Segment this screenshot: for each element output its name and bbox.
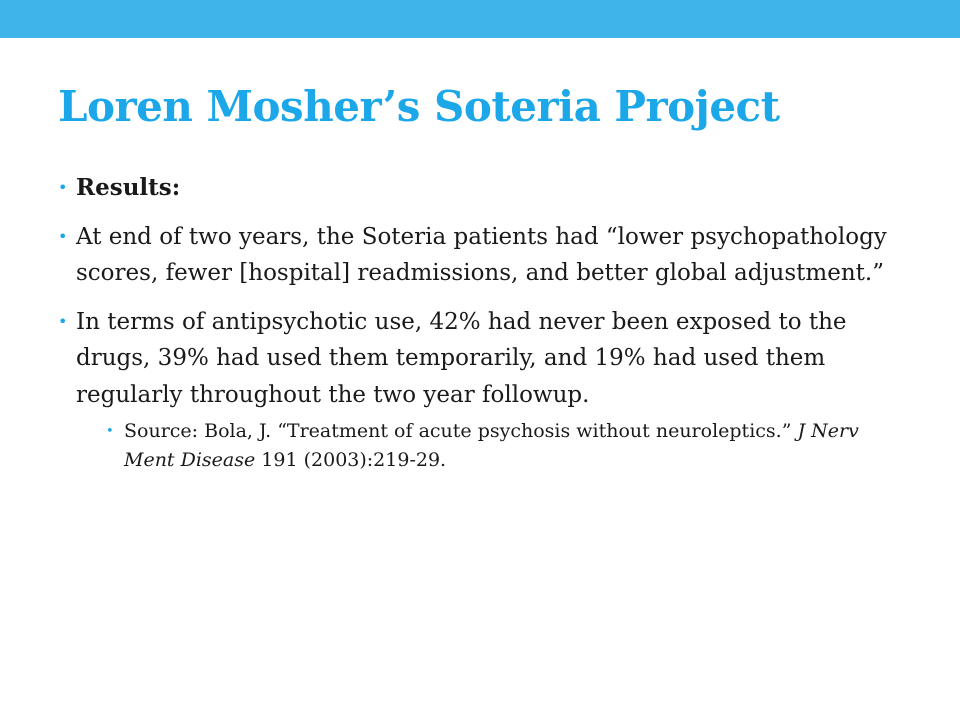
bullet-outcomes bbox=[58, 219, 908, 292]
sub-bullet-source bbox=[76, 417, 908, 475]
bullet-results-heading bbox=[58, 170, 908, 207]
bullet-text: At end of two years, the Soteria patients had “lower psychopathology scores, fewer [hospital] readmissions, and better global adjustment.” bbox=[76, 223, 887, 286]
slide-content bbox=[58, 170, 908, 487]
bullet-text: Results: bbox=[76, 174, 181, 201]
bullet-text: In terms of antipsychotic use, 42% had never been exposed to the drugs, 39% had used them temporarily, and 19% had used them regularly throughout the two year followup. bbox=[76, 308, 847, 408]
sub-bullet-dot-icon: • bbox=[106, 424, 114, 439]
slide-title: Loren Mosher’s Soteria Project bbox=[58, 82, 780, 131]
source-journal: J Nerv Ment Disease bbox=[124, 420, 859, 471]
bullet-dot-icon: • bbox=[58, 178, 68, 197]
bullet-antipsychotic-use bbox=[58, 304, 908, 476]
bullet-dot-icon: • bbox=[58, 226, 68, 246]
bullet-dot-icon: • bbox=[58, 311, 68, 331]
top-accent-bar bbox=[0, 0, 960, 38]
source-prefix: Source: Bola, J. “Treatment of acute psychosis without neuroleptics.” bbox=[124, 420, 792, 442]
source-suffix: 191 (2003):219-29. bbox=[261, 449, 447, 471]
